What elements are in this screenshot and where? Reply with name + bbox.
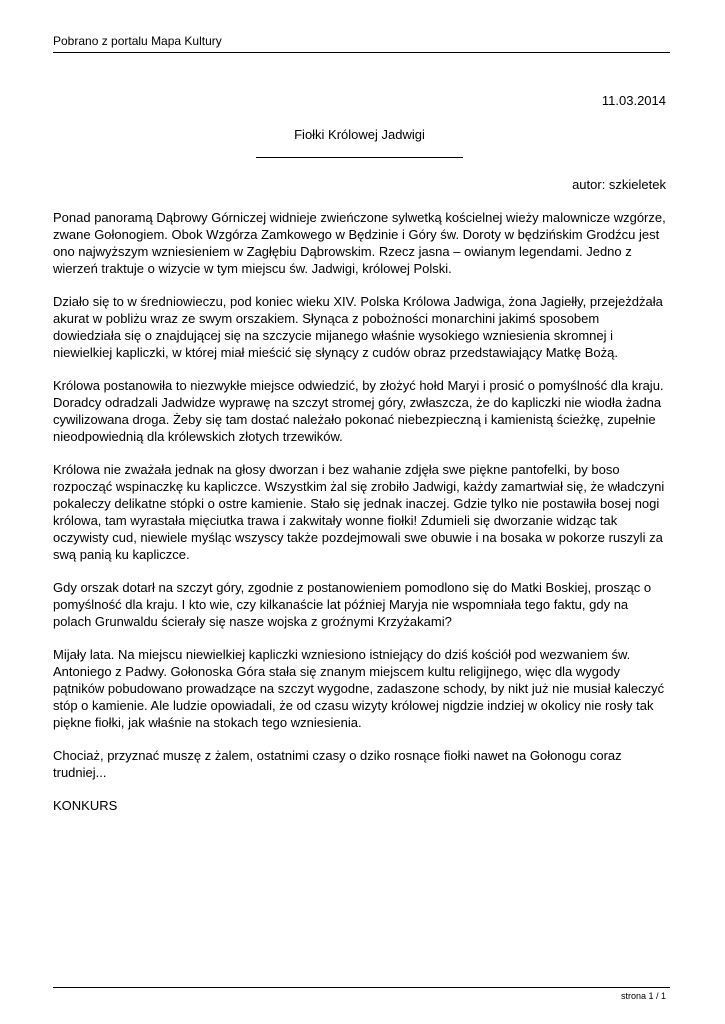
page-number: strona 1 / 1	[620, 991, 666, 1001]
header-divider	[53, 52, 670, 53]
paragraph-6: Mijały lata. Na miejscu niewielkiej kapliczki wzniesiono istniejący do dziś kościół pod wezwaniem św. Antoniego z Padwy. Gołonoska Góra stała się znanym miejscem kultu religijnego, więc dla wygody pątników pobudowano prowadzące na szczyt wygodne, zadaszone schody, by nikt już nie musiał kaleczyć stóp o kamienie. Ale ludzie opowiadali, że od czasu wizyty królowej nigdzie indziej w okolicy nie rosły tak piękne fiołki, jak właśnie na stokach tego wzniesienia.	[53, 647, 665, 730]
article-date: 11.03.2014	[601, 93, 666, 108]
footer-divider	[53, 987, 670, 988]
paragraph-8-konkurs: KONKURS	[53, 798, 118, 813]
paragraph-3: Królowa postanowiła to niezwykłe miejsce odwiedzić, by złożyć hołd Maryi i prosić o pomyślność dla kraju. Doradcy odradzali Jadwidze wyprawę na szczyt stromej góry, zwłaszcza, że do kapliczki nie wiodła żadna cywilizowana droga. Żeby się tam dostać należało pokonać niebezpieczną i kamienistą ścieżkę, zupełnie nieodpowiednią dla królewskich złotych trzewików.	[53, 378, 664, 444]
paragraph-1: Ponad panoramą Dąbrowy Górniczej widnieje zwieńczone sylwetką kościelnej wieży malownicze wzgórze, zwane Gołonogiem. Obok Wzgórza Zamkowego w Będzinie i Góry św. Doroty w będzińskim Grodźcu jest ono najwyższym wzniesieniem w Zagłębiu Dąbrowskim. Rzecz jasna – owianym legendami. Jedno z wierzeń traktuje o wizycie w tym miejscu św. Jadwigi, królowej Polski.	[53, 210, 666, 276]
header-source-text: Pobrano z portalu Mapa Kultury	[53, 34, 222, 48]
paragraph-7: Chociaż, przyznać muszę z żalem, ostatnimi czasy o dziko rosnące fiołki nawet na Gołonogu coraz trudniej...	[53, 748, 622, 780]
article-body	[53, 209, 670, 830]
title-underline	[256, 157, 463, 158]
paragraph-5: Gdy orszak dotarł na szczyt góry, zgodnie z postanowieniem pomodlono się do Matki Boskiej, prosząc o pomyślność dla kraju. I kto wie, czy kilkanaście lat później Maryja nie wspomniała tego faktu, gdy na polach Grunwaldu ścierały się nasze wojska z groźnymi Krzyżakami?	[53, 580, 652, 629]
article-title: Fiołki Królowej Jadwigi	[294, 127, 425, 142]
article-author: autor: szkieletek	[572, 177, 666, 192]
paragraph-4: Królowa nie zważała jednak na głosy dworzan i bez wahanie zdjęła swe piękne pantofelki, by boso rozpocząć wspinaczkę ku kapliczce. Wszystkim żal się zrobiło Jadwigi, każdy zamartwiał się, że władczyni pokaleczy delikatne stópki o ostre kamienie. Stało się jednak inaczej. Gdzie tylko nie postawiła bosej nogi królowa, tam wyrastała mięciutka trawa i zakwitały wonne fiołki! Zdumieli się dworzanie widząc tak oczywisty cud, niewiele myśląc wszyscy także pozdejmowali swe obuwie i na bosaka w pokorze ruszyli za swą panią ku kapliczce.	[53, 462, 665, 562]
paragraph-2: Działo się to w średniowieczu, pod koniec wieku XIV. Polska Królowa Jadwiga, żona Jagiełły, przejeżdżała akurat w pobliżu wraz ze swym orszakiem. Słynąca z pobożności monarchini jakimś sposobem dowiedziała się o znajdującej się na szczycie mijanego właśnie wysokiego wzniesienia skromnej i niewielkiej kapliczki, w której miał mieścić się słynący z cudów obraz przedstawiający Matkę Bożą.	[53, 294, 663, 360]
